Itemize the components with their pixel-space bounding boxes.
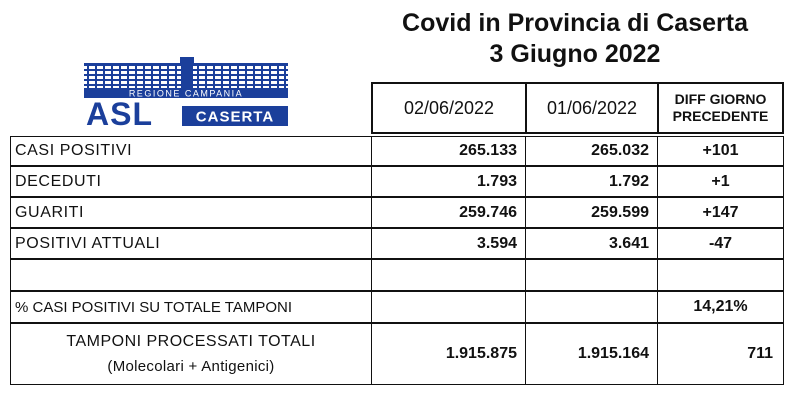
row-value-date-2: 1.792 (525, 166, 658, 197)
tamponi-value-date-1: 1.915.875 (371, 323, 526, 385)
header-date-2: 01/06/2022 (525, 82, 659, 134)
tamponi-sublabel: (Molecolari + Antigenici) (107, 358, 275, 375)
table-row (10, 136, 784, 166)
header-diff-line-2: PRECEDENTE (672, 108, 769, 124)
empty-cell (525, 259, 658, 291)
empty-cell (371, 291, 526, 323)
table-row-tamponi (10, 323, 784, 385)
logo-caserta-text: CASERTA (195, 108, 275, 126)
row-value-date-1: 265.133 (371, 136, 526, 166)
row-diff: +147 (657, 197, 784, 228)
tamponi-label-cell (10, 323, 372, 385)
percent-value: 14,21% (657, 291, 784, 323)
row-value-date-1: 1.793 (371, 166, 526, 197)
empty-cell (525, 291, 658, 323)
row-value-date-2: 259.599 (525, 197, 658, 228)
table-row-empty (10, 259, 784, 291)
logo-region-text: REGIONE CAMPANIA (128, 88, 244, 99)
asl-caserta-logo (84, 57, 288, 127)
empty-cell (657, 259, 784, 291)
tamponi-label: TAMPONI PROCESSATI TOTALI (66, 333, 316, 350)
row-label: DECEDUTI (10, 166, 372, 197)
title-line-2: 3 Giugno 2022 (489, 40, 661, 68)
row-label: GUARITI (10, 197, 372, 228)
header-diff-line-1: DIFF GIORNO (674, 91, 767, 107)
row-value-date-2: 265.032 (525, 136, 658, 166)
row-diff: +1 (657, 166, 784, 197)
row-value-date-2: 3.641 (525, 228, 658, 259)
empty-cell (10, 259, 372, 291)
tamponi-value-date-2: 1.915.164 (525, 323, 658, 385)
title-line-1: Covid in Provincia di Caserta (402, 9, 748, 37)
row-diff: -47 (657, 228, 784, 259)
empty-cell (371, 259, 526, 291)
row-value-date-1: 259.746 (371, 197, 526, 228)
header-diff (657, 82, 784, 134)
header-date-1: 02/06/2022 (371, 82, 527, 134)
logo-asl-text: ASL (86, 96, 153, 127)
row-value-date-1: 3.594 (371, 228, 526, 259)
row-diff: +101 (657, 136, 784, 166)
page-title (365, 8, 785, 70)
percent-label: % CASI POSITIVI SU TOTALE TAMPONI (10, 291, 372, 323)
row-label: CASI POSITIVI (10, 136, 372, 166)
table-row-percent (10, 291, 784, 323)
table-row (10, 228, 784, 259)
table-row (10, 197, 784, 228)
table-row (10, 166, 784, 197)
row-label: POSITIVI ATTUALI (10, 228, 372, 259)
tamponi-diff: 711 (657, 323, 784, 385)
